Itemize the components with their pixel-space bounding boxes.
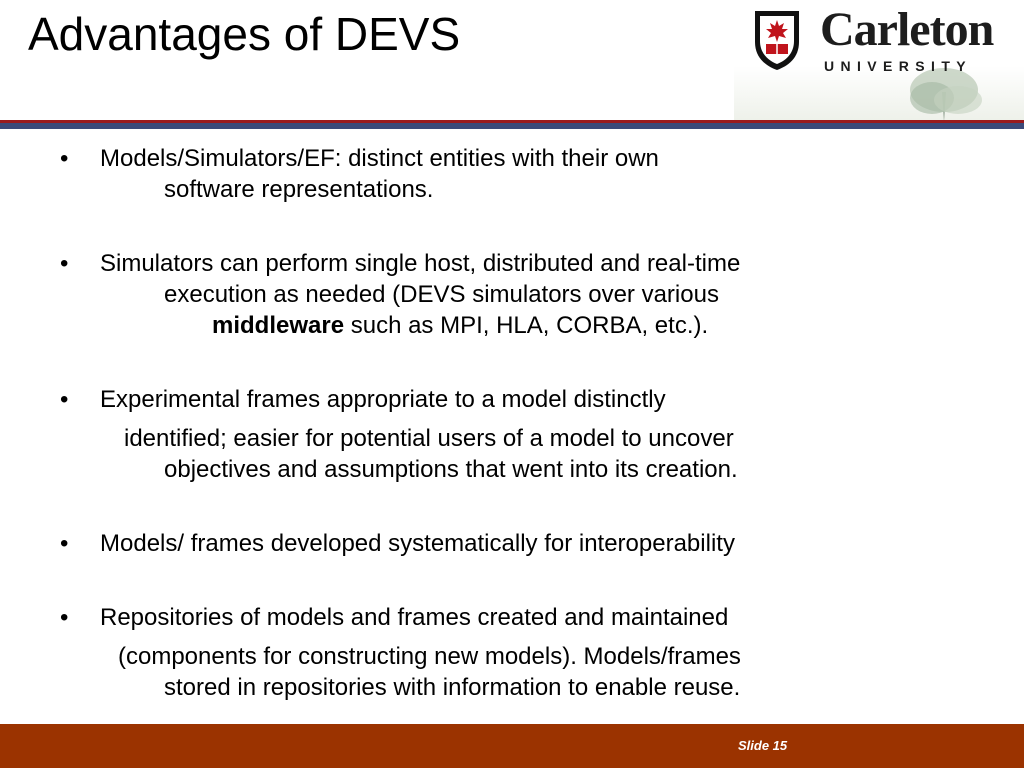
bullet-text: Repositories of models and frames created and maintained bbox=[100, 604, 729, 631]
bullet-text: stored in repositories with information to enable reuse. bbox=[164, 674, 741, 701]
bullet-text: execution as needed (DEVS simulators over various bbox=[164, 281, 719, 308]
bullet-text: identified; easier for potential users of a model to uncover bbox=[124, 425, 734, 452]
bullet-text bbox=[212, 310, 708, 341]
bullet-text: Models/ frames developed systematically for interoperability bbox=[100, 530, 735, 557]
header-rule-blue bbox=[0, 123, 1024, 129]
footer-bar bbox=[0, 724, 1024, 768]
bullet-text: Experimental frames appropriate to a model distinctly bbox=[100, 386, 666, 413]
logo-wordmark: Carleton bbox=[820, 3, 994, 56]
logo-subtitle: UNIVERSITY bbox=[824, 58, 973, 74]
carleton-logo bbox=[734, 0, 1024, 120]
emphasis-text: middleware bbox=[212, 312, 345, 339]
bullet-text: Models/Simulators/EF: distinct entities with their own bbox=[100, 145, 659, 172]
bullet-text: objectives and assumptions that went into its creation. bbox=[164, 456, 738, 483]
bullet-text-rest: such as MPI, HLA, CORBA, etc.). bbox=[344, 312, 709, 339]
bullet-text: software representations. bbox=[164, 176, 434, 203]
university-crest-icon bbox=[752, 8, 802, 72]
bullet-text: Simulators can perform single host, distributed and real-time bbox=[100, 250, 741, 277]
slide-title: Advantages of DEVS bbox=[28, 8, 461, 60]
bullet-text: (components for constructing new models). Models/frames bbox=[118, 643, 741, 670]
slide-number: Slide 15 bbox=[738, 738, 788, 753]
